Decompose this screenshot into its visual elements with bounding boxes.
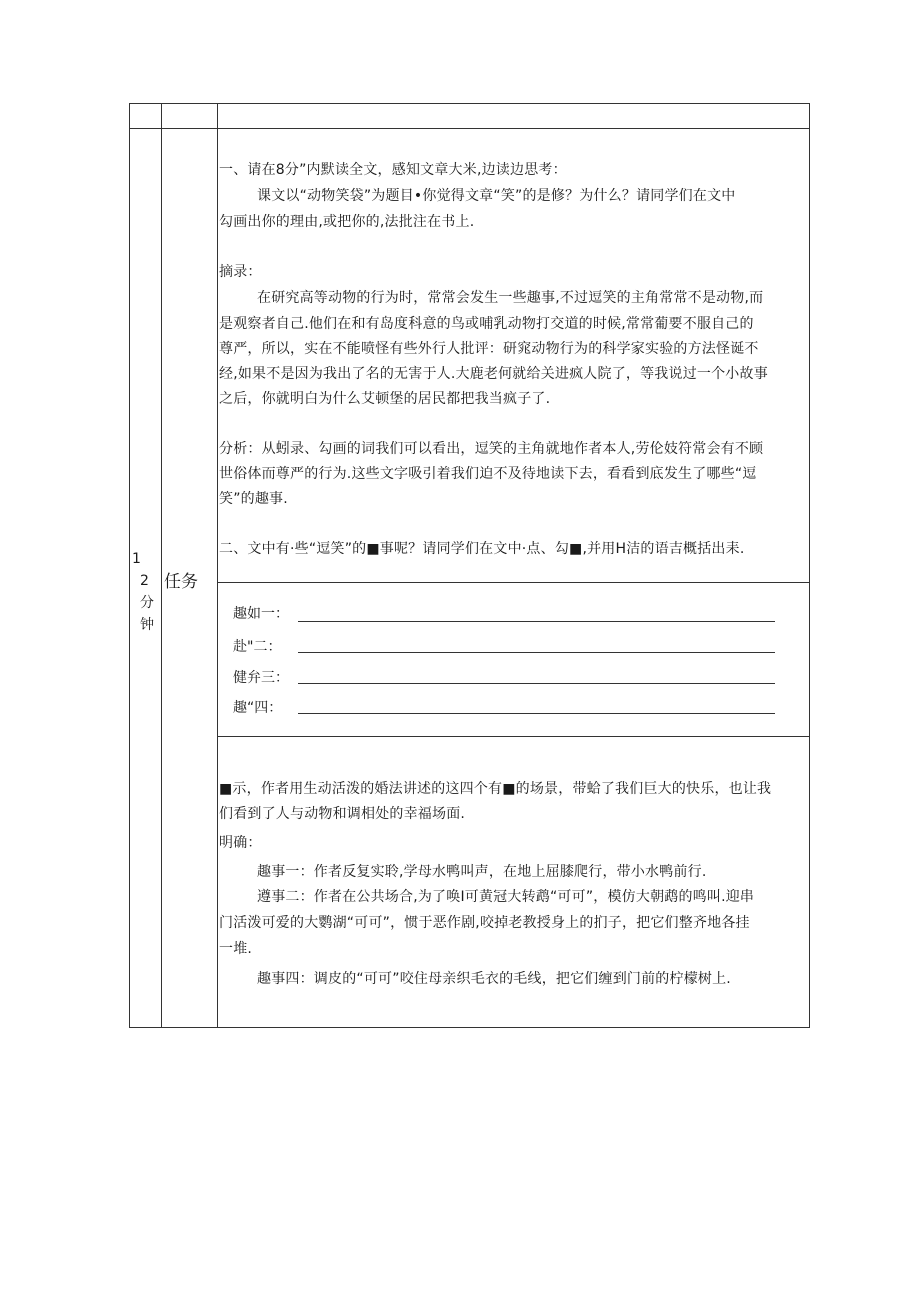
excerpt-line: 之后，你就明白为什么艾顿堡的居民都把我当疯子了. [219,391,551,407]
fill-label-4: 趣“四： [233,700,283,716]
clear-label: 明确： [219,835,262,851]
answer-line: 门活泼可爱的大鹦湖“可可”，惯于恶作剧,咬掉老教授身上的扪子，把它们整齐地各挂 [219,915,750,931]
answer-line: 趣事一：作者反复实聆,学母水鸭叫声，在地上屈膝爬行，带小水鸭前行. [257,864,707,880]
answer-line: 一堆. [219,941,253,957]
answer-line: 趣事四：调皮的“可可”咬住母亲织毛衣的毛线，把它们缠到门前的柠檬树上. [257,971,731,987]
fill-blank-1[interactable] [298,621,775,622]
time-line-1: 1 [132,551,141,567]
excerpt-label: 摘录： [219,264,262,280]
content-divider-2 [217,736,810,737]
section1-heading: 一、请在8分”内默读全文，感知文章大米,边读边思考： [219,162,567,178]
fill-blank-2[interactable] [298,652,775,653]
time-line-3: 钟 [140,617,154,633]
section2-heading: 二、文中有·些“逗笑”的■事呢？请同学们在文中·点、勾■,并用H洁的语吉概括出耒. [219,541,745,557]
summary-line: ■示，作者用生动活泼的婚法讲述的这四个有■的场景，带蛤了我们巨大的快乐，也让我 [219,781,772,797]
time-line-2: 2分 [140,573,154,611]
excerpt-line: 是观察者自己.他们在和有岛度科意的鸟或哺乳动物打交道的时候,常常葡要不服自己的 [219,316,754,332]
column-divider-2 [217,103,218,1028]
column-divider-1 [161,103,162,1028]
analysis-line: 世俗体而尊严的行为.这些文字吸引着我们迫不及待地读下去，看看到底发生了哪些“逗 [219,466,757,482]
fill-label-2: 赴"二： [233,639,282,655]
summary-line: 们看到了人与动物和调相处的幸福场面. [219,806,466,822]
fill-blank-4[interactable] [298,713,775,714]
header-row-divider [129,128,810,129]
analysis-line: 笑”的趣事. [219,491,288,507]
answer-line: 遵事二：作者在公共场合,为了唤I可黄冠大转鹉“可可”，模仿大朝鹉的鸣叫.迎串 [257,889,755,905]
time-cell [131,548,161,636]
fill-blank-3[interactable] [298,683,775,684]
analysis-line: 分析：从蚓录、勾画的词我们可以看出，逗笑的主角就地作者本人,劳伦妓符常会有不顾 [219,441,764,457]
task-label: 任务 [164,572,198,592]
excerpt-line: 经,如果不是因为我出了名的无害于人.大鹿老何就给关进疯人院了，等我说过一个小故事 [219,366,768,382]
fill-label-3: 健弁三： [233,670,289,686]
excerpt-line: 尊严，所以，实在不能喷怪有些外行人批评：研窕动物行为的科学家实验的方法怪诞不 [219,341,759,357]
question-line-2: 勾画出你的理由,或把你的,法批注在书上. [219,214,475,230]
fill-label-1: 趣如一： [233,606,289,622]
excerpt-line: 在研究高等动物的行为时，常常会发生一些趣事,不过逗笑的主角常常不是动物,而 [257,290,764,306]
question-line-1: 课文以“动物笑袋”为题目•你觉得文章“笑”的是修？为什么？请同学们在文中 [257,188,736,204]
content-divider-1 [217,582,810,583]
